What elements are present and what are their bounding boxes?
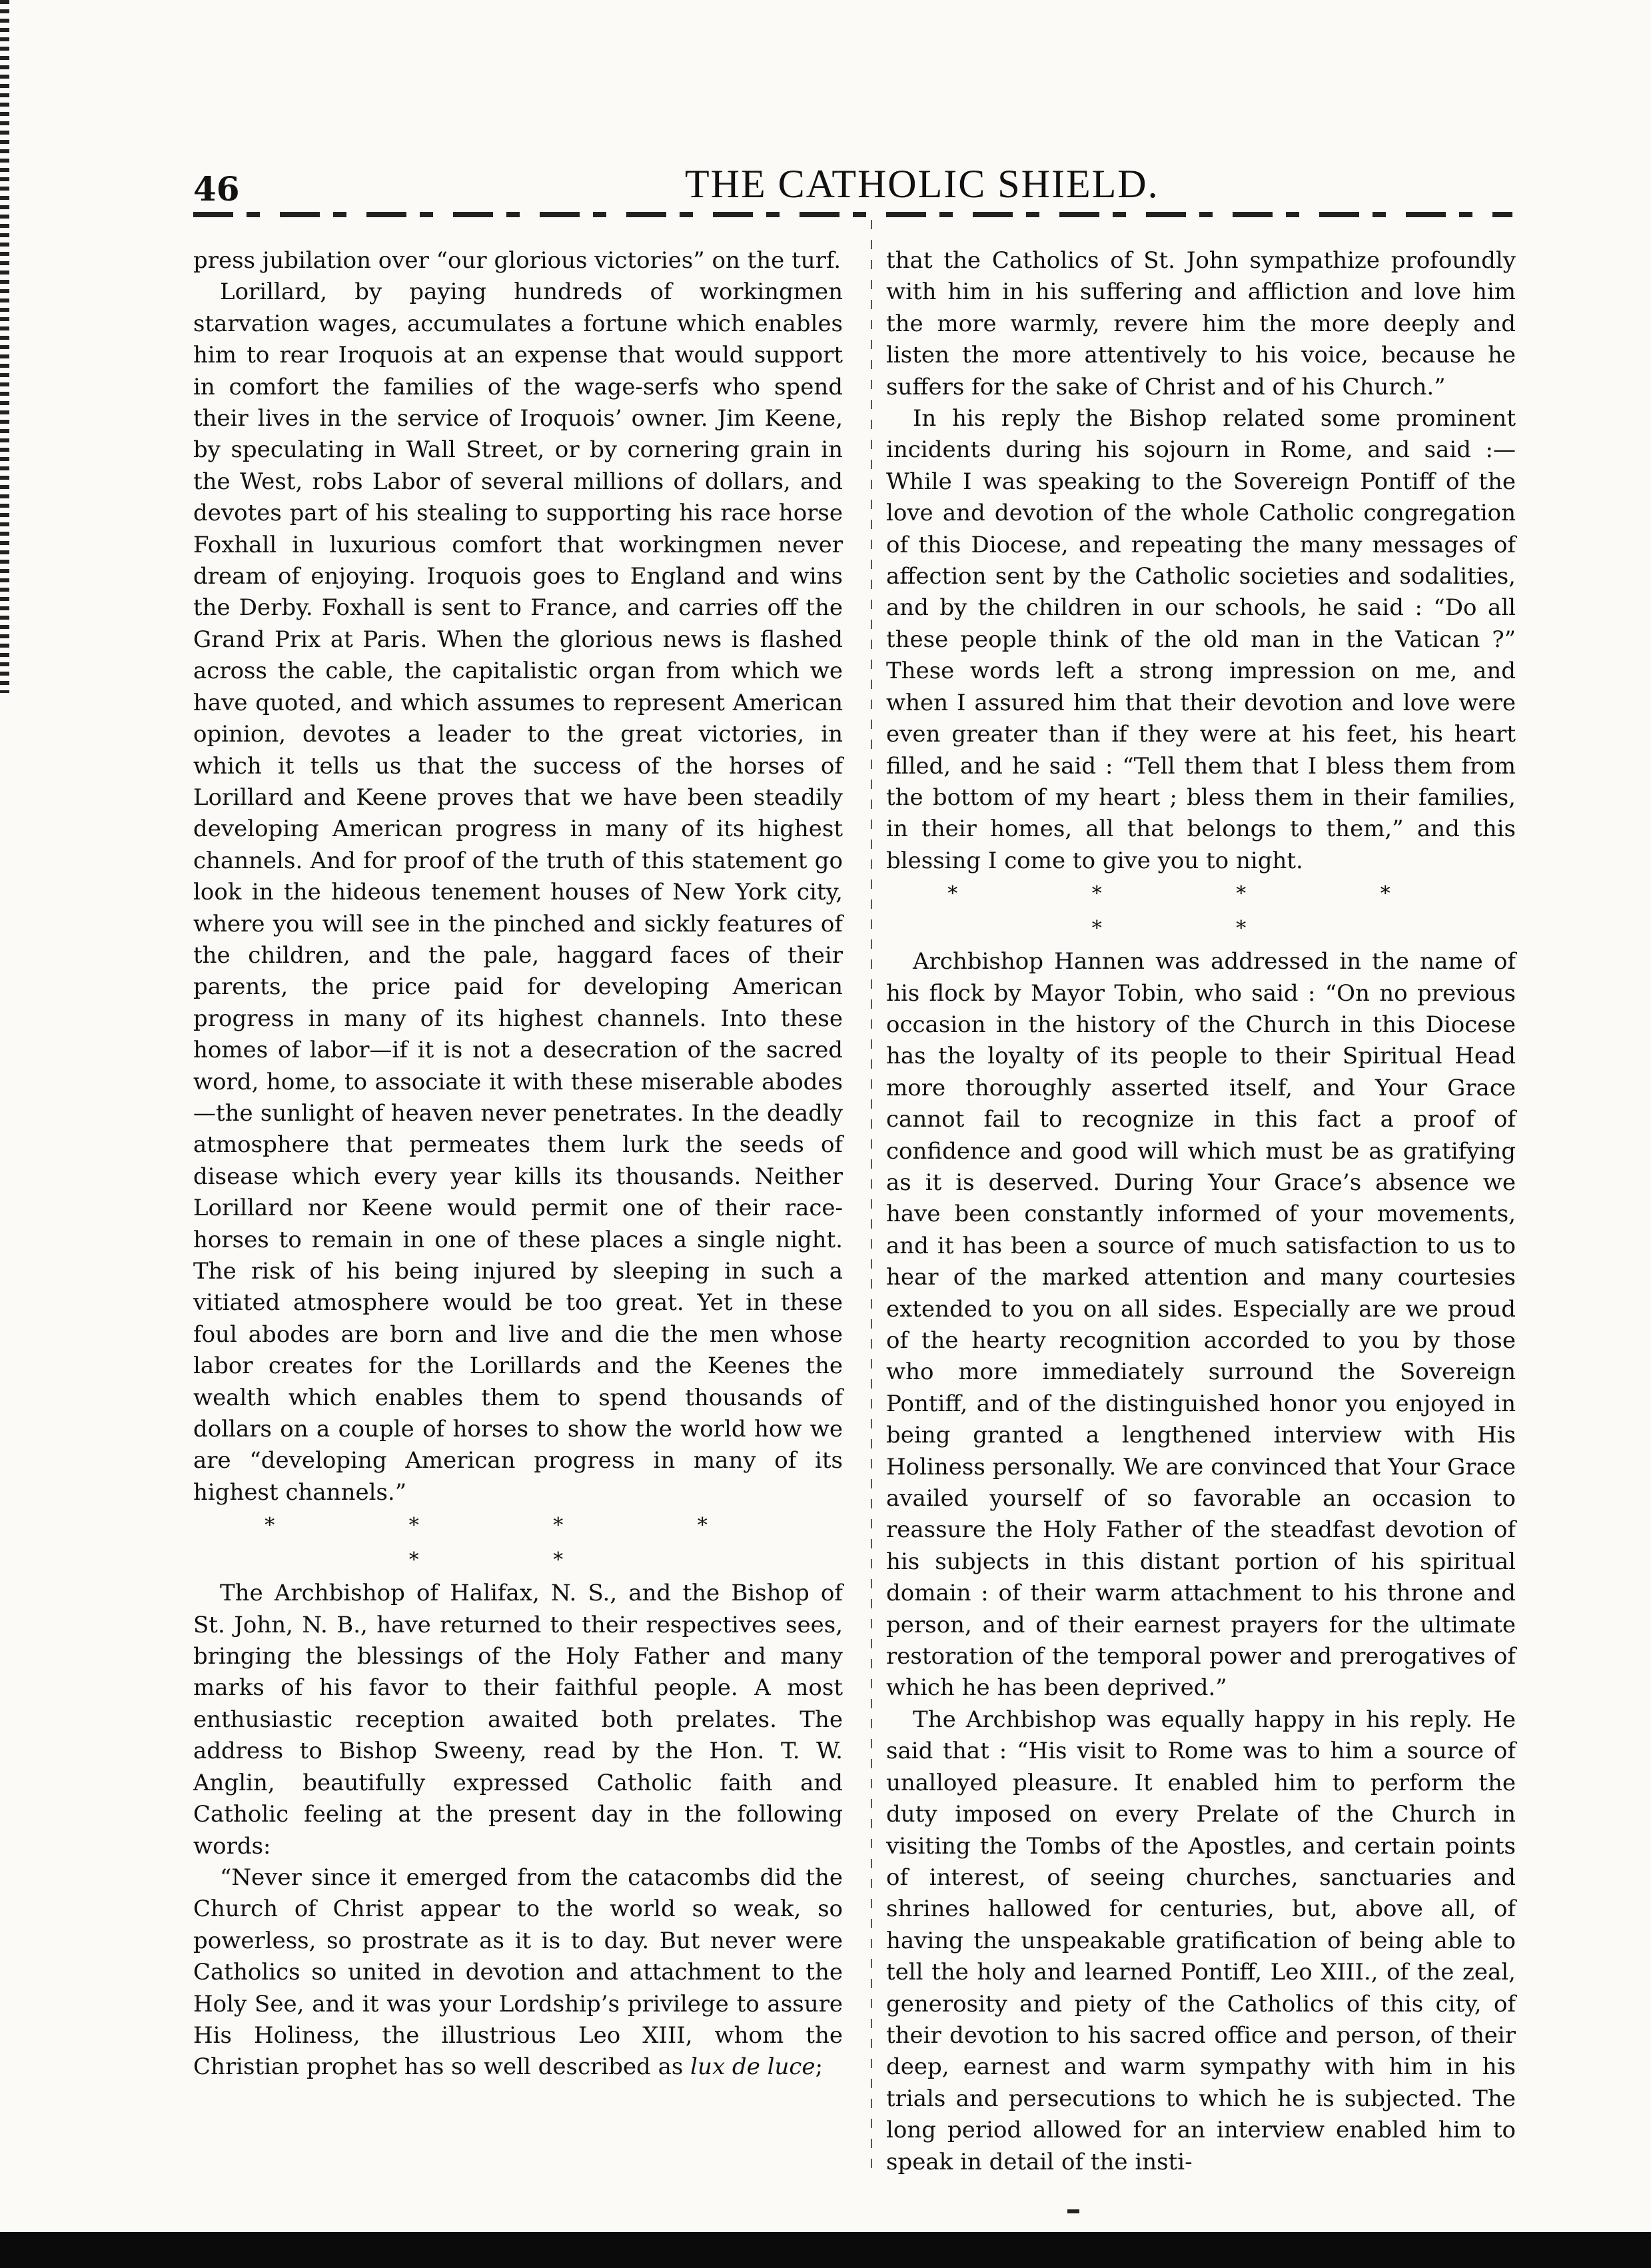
left-paragraph-4-end: ;	[815, 2053, 824, 2081]
left-column	[193, 245, 843, 2083]
left-paragraph-2: Lorillard, by paying hundreds of workingmen starvation wages, accumulates a fortune which enables him to rear Iroquois at an expense that would support in comfort the families of the wage-serfs who spend their lives in the service of Iroquois’ owner. Jim Keene, by speculating in Wall Street, or by cornering grain in the West, robs Labor of several millions of dollars, and devotes part of his stealing to supporting his race horse Foxhall in luxurious comfort that workingmen never dream of enjoying. Iroquois goes to England and wins the Derby. Foxhall is sent to France, and carries off the Grand Prix at Paris. When the glorious news is flashed across the cable, the capitalistic organ from which we have quoted, and which assumes to represent American opinion, devotes a leader to the great victories, in which it tells us that the success of the horses of Lorillard and Keene proves that we have been steadily developing American progress in many of its highest channels. And for proof of the truth of this statement go look in the hideous tenement houses of New York city, where you will see in the pinched and sickly features of the children, and the pale, haggard faces of their parents, the price paid for developing American progress in many of its highest channels. Into these homes of labor—if it is not a desecration of the sacred word, home, to associate it with these miserable abodes—the sunlight of heaven never penetrates. In the deadly atmosphere that permeates them lurk the seeds of disease which every year kills its thousands. Neither Lorillard nor Keene would permit one of their race-horses to remain in one of these places a single night. The risk of his being injured by sleeping in such a vitiated atmosphere would be too great. Yet in these foul abodes are born and live and die the men whose labor creates for the Lorillards and the Keenes the wealth which enables them to spend thousands of dollars on a couple of horses to show the world how we are “developing American progress in many of its highest channels.”	[193, 279, 843, 1506]
section-separator: * * * * * *	[265, 1514, 772, 1572]
section-separator: * * * * * *	[947, 882, 1454, 941]
right-paragraph-4: The Archbishop was equally happy in his reply. He said that : “His visit to Rome was to him a source of unalloyed pleasure. It enabled him to perform the duty imposed on every Prelate of the Church in visiting the Tombs of the Apostles, and certain points of interest, of seeing churches, sanctuaries and shrines hallowed for centuries, but, above all, of having the unspeakable gratification of being able to tell the holy and learned Pontiff, Leo XIII., of the zeal, generosity and piety of the Catholics of this city, of their devotion to his sacred office and person, of their deep, earnest and warm sympathy with him in his trials and persecutions to which he is subjected. The long period allowed for an interview enabled him to speak in detail of the insti-	[886, 1706, 1516, 2175]
left-paragraph-4	[193, 1862, 843, 2083]
column-divider	[871, 220, 872, 2179]
print-mark	[1067, 2209, 1079, 2213]
right-column	[886, 245, 1516, 2178]
left-paragraph-3: The Archbishop of Halifax, N. S., and the Bishop of St. John, N. B., have returned to their respectives sees, bringing the blessings of the Holy Father and many marks of his favor to their faithful people. A most enthusiastic reception awaited both prelates. The address to Bishop Sweeny, read by the Hon. T. W. Anglin, beautifully expressed Catholic faith and Catholic feeling at the present day in the following words:	[193, 1580, 843, 1860]
right-paragraph-1: that the Catholics of St. John sympathize profoundly with him in his suffering and affliction and love him the more warmly, revere him the more deeply and listen the more attentively to his voice, because he suffers for the sake of Christ and of his Church.”	[886, 247, 1516, 400]
scan-bottom-edge	[0, 2232, 1651, 2268]
left-paragraph-1: press jubilation over “our glorious victories” on the turf.	[193, 247, 841, 274]
latin-phrase: lux de luce	[690, 2053, 816, 2081]
header-rule	[193, 212, 1512, 217]
right-paragraph-3: Archbishop Hannen was addressed in the name of his flock by Mayor Tobin, who said : “On no previous occasion in the history of the Church in this Diocese has the loyalty of its people to their Spiritual Head more thoroughly asserted itself, and Your Grace cannot fail to recognize in this fact a proof of confidence and good will which must be as gratifying as it is deserved. During Your Grace’s absence we have been constantly informed of your movements, and it has been a source of much satisfaction to us to hear of the marked attention and many courtesies extended to you on all sides. Especially are we proud of the hearty recognition accorded to you by those who more immediately surround the Sovereign Pontiff, and of the distinguished honor you enjoyed in being granted a lengthened interview with His Holiness personally. We are convinced that Your Grace availed yourself of so favorable an occasion to reassure the Holy Father of the steadfast devotion of his subjects in this distant portion of his spiritual domain : of their warm attachment to his throne and person, and of their earnest prayers for the ultimate restoration of the temporal power and prerogatives of which he has been deprived.”	[886, 948, 1516, 1702]
left-paragraph-4-text: “Never since it emerged from the catacombs did the Church of Christ appear to the world so weak, so powerless, so prostrate as it is to day. But never were Catholics so united in devotion and attachment to the Holy See, and it was your Lordship’s privilege to assure His Holiness, the illustrious Leo XIII, whom the Christian prophet has so well described as	[193, 1864, 843, 2081]
scan-edge	[0, 0, 9, 693]
page-number: 46	[193, 169, 240, 209]
masthead-title: THE CATHOLIC SHIELD.	[685, 162, 1159, 206]
right-paragraph-2: In his reply the Bishop related some prominent incidents during his sojourn in Rome, and said :—While I was speaking to the Sovereign Pontiff of the love and devotion of the whole Catholic congregation of this Diocese, and repeating the many messages of affection sent by the Catholic societies and sodalities, and by the children in our schools, he said : “Do all these people think of the old man in the Vatican ?” These words left a strong impression on me, and when I assured him that their devotion and love were even greater than if they were at his feet, his heart filled, and he said : “Tell them that I bless them from the bottom of my heart ; bless them in their families, in their homes, all that belongs to them,” and this blessing I come to give you to night.	[886, 405, 1516, 874]
